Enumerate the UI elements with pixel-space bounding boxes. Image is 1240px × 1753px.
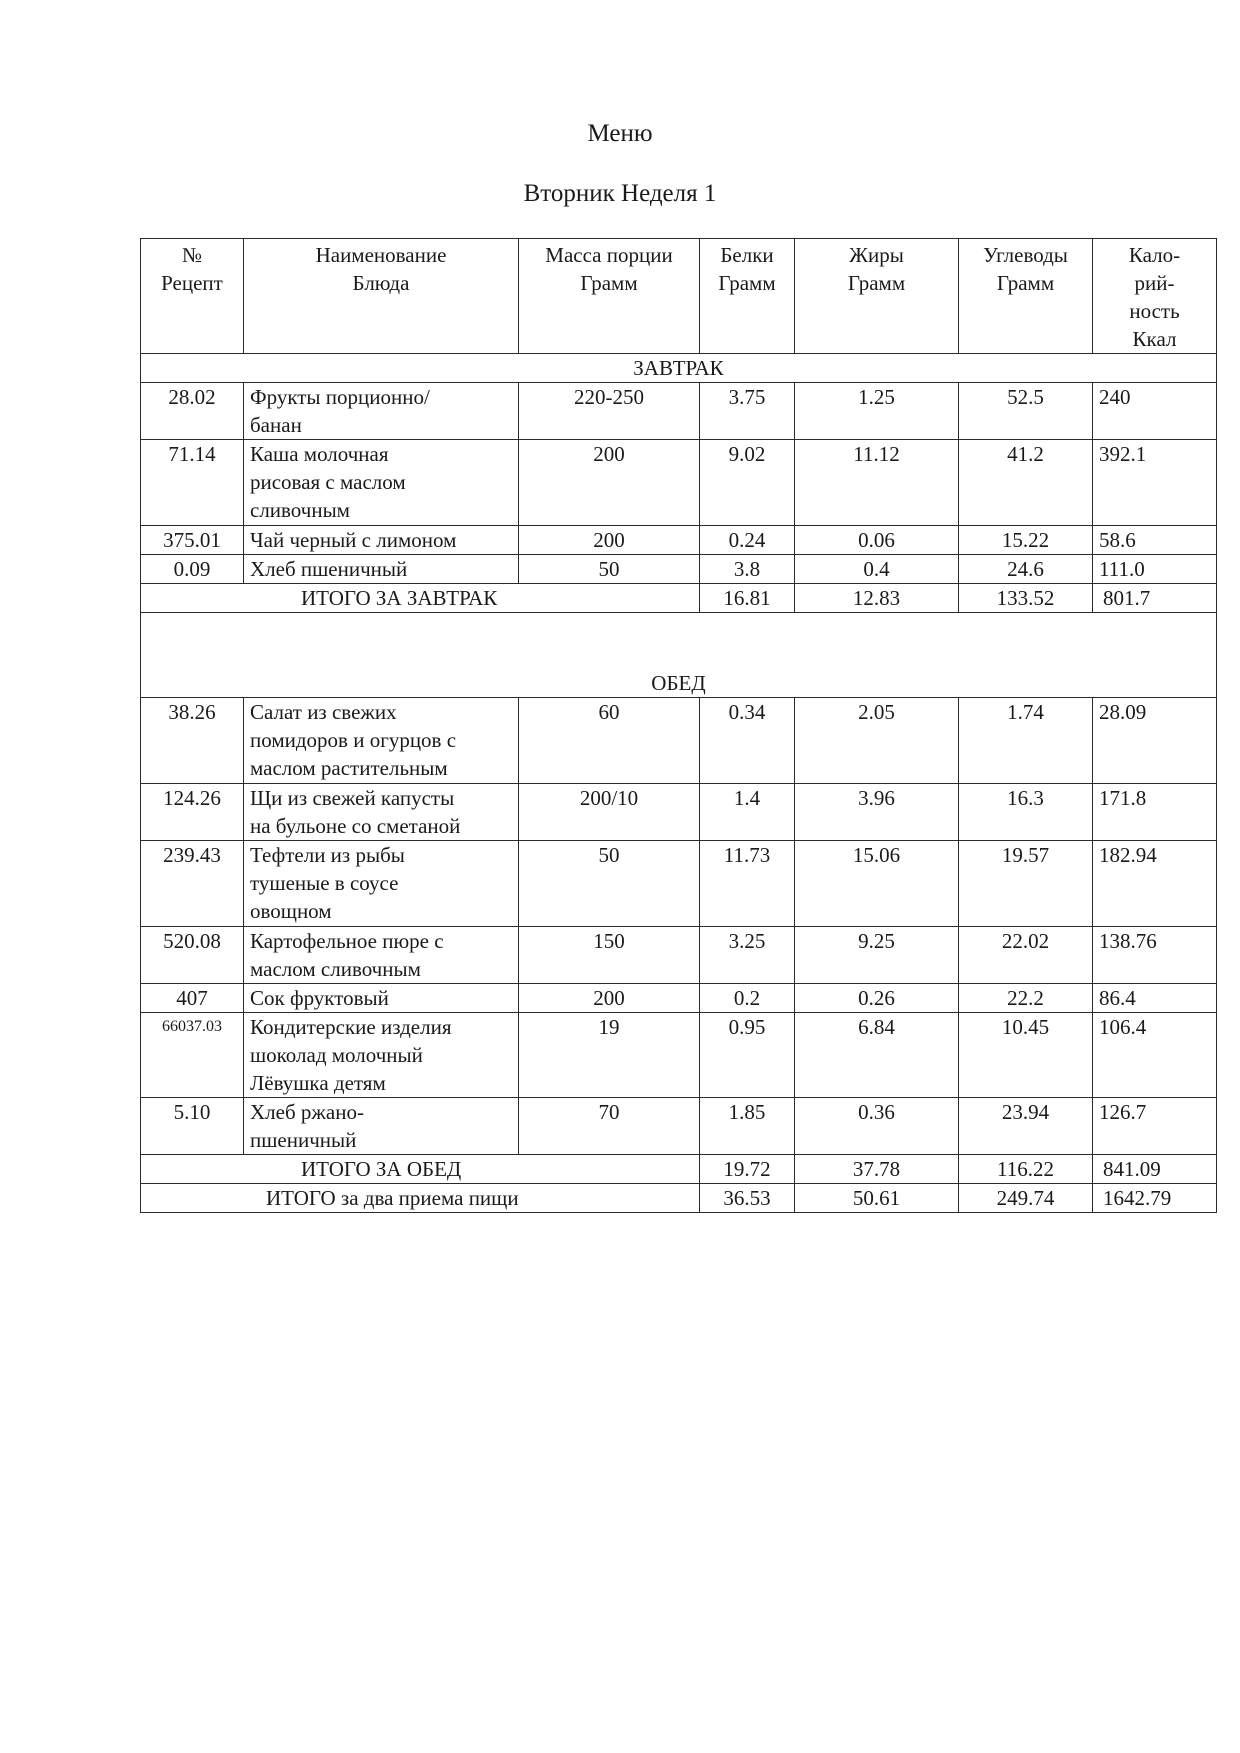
table-row [141,698,1217,784]
grand-total-carbs: 249.74 [959,1184,1093,1213]
table-row [141,1098,1217,1155]
header-carbs-line: Грамм [996,271,1055,295]
total-fat: 37.78 [795,1155,959,1184]
cell-protein: 9.02 [700,440,795,526]
name-line: Хлеб ржано- [250,1100,364,1124]
cell-recipe: 239.43 [141,841,244,927]
cell-name [244,383,519,440]
header-calories-line: ность [1129,299,1180,323]
page-subtitle: Вторник Неделя 1 [523,180,717,207]
table-row [141,841,1217,927]
cell-mass: 60 [519,698,700,784]
total-fat: 12.83 [795,584,959,613]
name-line: Хлеб пшеничный [250,557,408,581]
name-line: тушеные в соусе [250,871,399,895]
name-line: пшеничный [250,1128,357,1152]
total-kcal: 841.09 [1093,1155,1217,1184]
table-row [141,440,1217,526]
cell-carbs: 22.02 [959,927,1093,984]
table-row [141,784,1217,841]
cell-carbs: 10.45 [959,1013,1093,1098]
cell-kcal: 86.4 [1093,984,1217,1013]
cell-mass: 19 [519,1013,700,1098]
cell-fat: 6.84 [795,1013,959,1098]
total-row-lunch [141,1155,1217,1184]
name-line: Кондитерские изделия [250,1015,452,1039]
cell-carbs: 52.5 [959,383,1093,440]
cell-mass: 200 [519,984,700,1013]
cell-kcal: 126.7 [1093,1098,1217,1155]
table-row [141,927,1217,984]
name-line: шоколад молочный [250,1043,423,1067]
cell-protein: 0.2 [700,984,795,1013]
header-protein-line: Белки [720,243,774,267]
name-line: овощном [250,899,332,923]
cell-recipe: 5.10 [141,1098,244,1155]
cell-kcal: 28.09 [1093,698,1217,784]
header-name [244,239,519,354]
cell-fat: 2.05 [795,698,959,784]
name-line: помидоров и огурцов с [250,728,457,752]
cell-protein: 0.24 [700,526,795,555]
cell-kcal: 182.94 [1093,841,1217,927]
cell-kcal: 138.76 [1093,927,1217,984]
cell-name [244,1013,519,1098]
header-protein [700,239,795,354]
header-carbs-line: Углеводы [983,243,1068,267]
header-calories-line: Кало- [1128,243,1181,267]
table-row [141,383,1217,440]
cell-carbs: 16.3 [959,784,1093,841]
name-line: Картофельное пюре с [250,929,444,953]
cell-fat: 0.26 [795,984,959,1013]
menu-table [140,238,1217,1213]
header-calories [1093,239,1217,354]
cell-recipe: 28.02 [141,383,244,440]
total-protein: 19.72 [700,1155,795,1184]
header-calories-line: Ккал [1132,327,1177,351]
cell-carbs: 24.6 [959,555,1093,584]
grand-total-kcal: 1642.79 [1093,1184,1217,1213]
header-mass-line: Грамм [580,271,638,295]
cell-protein: 0.95 [700,1013,795,1098]
name-line: сливочным [250,498,350,522]
cell-fat: 1.25 [795,383,959,440]
cell-protein: 3.8 [700,555,795,584]
header-fat-line: Грамм [847,271,906,295]
header-recipe [141,239,244,354]
cell-mass: 70 [519,1098,700,1155]
cell-kcal: 58.6 [1093,526,1217,555]
header-mass-line: Масса порции [545,243,673,267]
cell-recipe: 124.26 [141,784,244,841]
page-title: Меню [587,120,653,147]
cell-name [244,698,519,784]
cell-mass: 50 [519,555,700,584]
cell-mass: 200/10 [519,784,700,841]
section-lunch [141,613,1217,698]
total-row-breakfast [141,584,1217,613]
cell-kcal: 240 [1093,383,1217,440]
header-recipe-line: № [181,243,203,267]
header-carbs [959,239,1093,354]
cell-fat: 0.06 [795,526,959,555]
header-fat [795,239,959,354]
cell-carbs: 23.94 [959,1098,1093,1155]
name-line: Чай черный с лимоном [250,528,457,552]
cell-fat: 0.36 [795,1098,959,1155]
cell-mass: 150 [519,927,700,984]
cell-carbs: 22.2 [959,984,1093,1013]
cell-fat: 9.25 [795,927,959,984]
cell-recipe: 66037.03 [141,1013,244,1098]
cell-name [244,784,519,841]
cell-protein: 1.85 [700,1098,795,1155]
name-line: на бульоне со сметаной [250,814,461,838]
header-calories-line: рий- [1134,271,1175,295]
table-row [141,984,1217,1013]
table-row [141,555,1217,584]
total-label: ИТОГО ЗА ОБЕД [141,1155,700,1184]
cell-name [244,526,519,555]
header-protein-line: Грамм [718,271,776,295]
section-breakfast [141,354,1217,383]
total-carbs: 116.22 [959,1155,1093,1184]
cell-mass: 200 [519,440,700,526]
cell-recipe: 407 [141,984,244,1013]
name-line: Фрукты порционно/ [250,385,430,409]
cell-recipe: 520.08 [141,927,244,984]
cell-kcal: 392.1 [1093,440,1217,526]
header-fat-line: Жиры [849,243,904,267]
cell-kcal: 171.8 [1093,784,1217,841]
name-line: Лёвушка детям [250,1071,386,1095]
section-label: ОБЕД [141,613,1217,698]
cell-mass: 220-250 [519,383,700,440]
grand-total-row [141,1184,1217,1213]
cell-recipe: 375.01 [141,526,244,555]
table-row [141,526,1217,555]
cell-recipe: 38.26 [141,698,244,784]
cell-carbs: 15.22 [959,526,1093,555]
cell-protein: 3.75 [700,383,795,440]
name-line: Тефтели из рыбы [250,843,405,867]
name-line: Каша молочная [250,442,389,466]
total-kcal: 801.7 [1093,584,1217,613]
grand-total-label: ИТОГО за два приема пищи [141,1184,700,1213]
cell-carbs: 41.2 [959,440,1093,526]
total-carbs: 133.52 [959,584,1093,613]
name-line: банан [250,413,302,437]
name-line: маслом растительным [250,756,448,780]
cell-mass: 50 [519,841,700,927]
header-name-line: Наименование [315,243,447,267]
name-line: Щи из свежей капусты [250,786,455,810]
name-line: рисовая с маслом [250,470,406,494]
cell-fat: 15.06 [795,841,959,927]
header-mass [519,239,700,354]
cell-carbs: 1.74 [959,698,1093,784]
cell-recipe: 0.09 [141,555,244,584]
grand-total-fat: 50.61 [795,1184,959,1213]
cell-fat: 11.12 [795,440,959,526]
grand-total-protein: 36.53 [700,1184,795,1213]
name-line: маслом сливочным [250,957,421,981]
cell-name [244,1098,519,1155]
cell-protein: 1.4 [700,784,795,841]
total-protein: 16.81 [700,584,795,613]
cell-kcal: 111.0 [1093,555,1217,584]
cell-name [244,555,519,584]
header-name-line: Блюда [352,271,410,295]
cell-fat: 3.96 [795,784,959,841]
header-recipe-line: Рецепт [161,271,223,295]
name-line: Салат из свежих [250,700,397,724]
cell-name [244,841,519,927]
cell-protein: 11.73 [700,841,795,927]
header-row [141,239,1217,354]
cell-name [244,440,519,526]
table-row [141,1013,1217,1098]
cell-protein: 0.34 [700,698,795,784]
section-label: ЗАВТРАК [141,354,1217,383]
cell-name [244,984,519,1013]
name-line: Сок фруктовый [250,986,389,1010]
cell-protein: 3.25 [700,927,795,984]
cell-mass: 200 [519,526,700,555]
cell-carbs: 19.57 [959,841,1093,927]
total-label: ИТОГО ЗА ЗАВТРАК [141,584,700,613]
cell-kcal: 106.4 [1093,1013,1217,1098]
cell-fat: 0.4 [795,555,959,584]
cell-name [244,927,519,984]
cell-recipe: 71.14 [141,440,244,526]
